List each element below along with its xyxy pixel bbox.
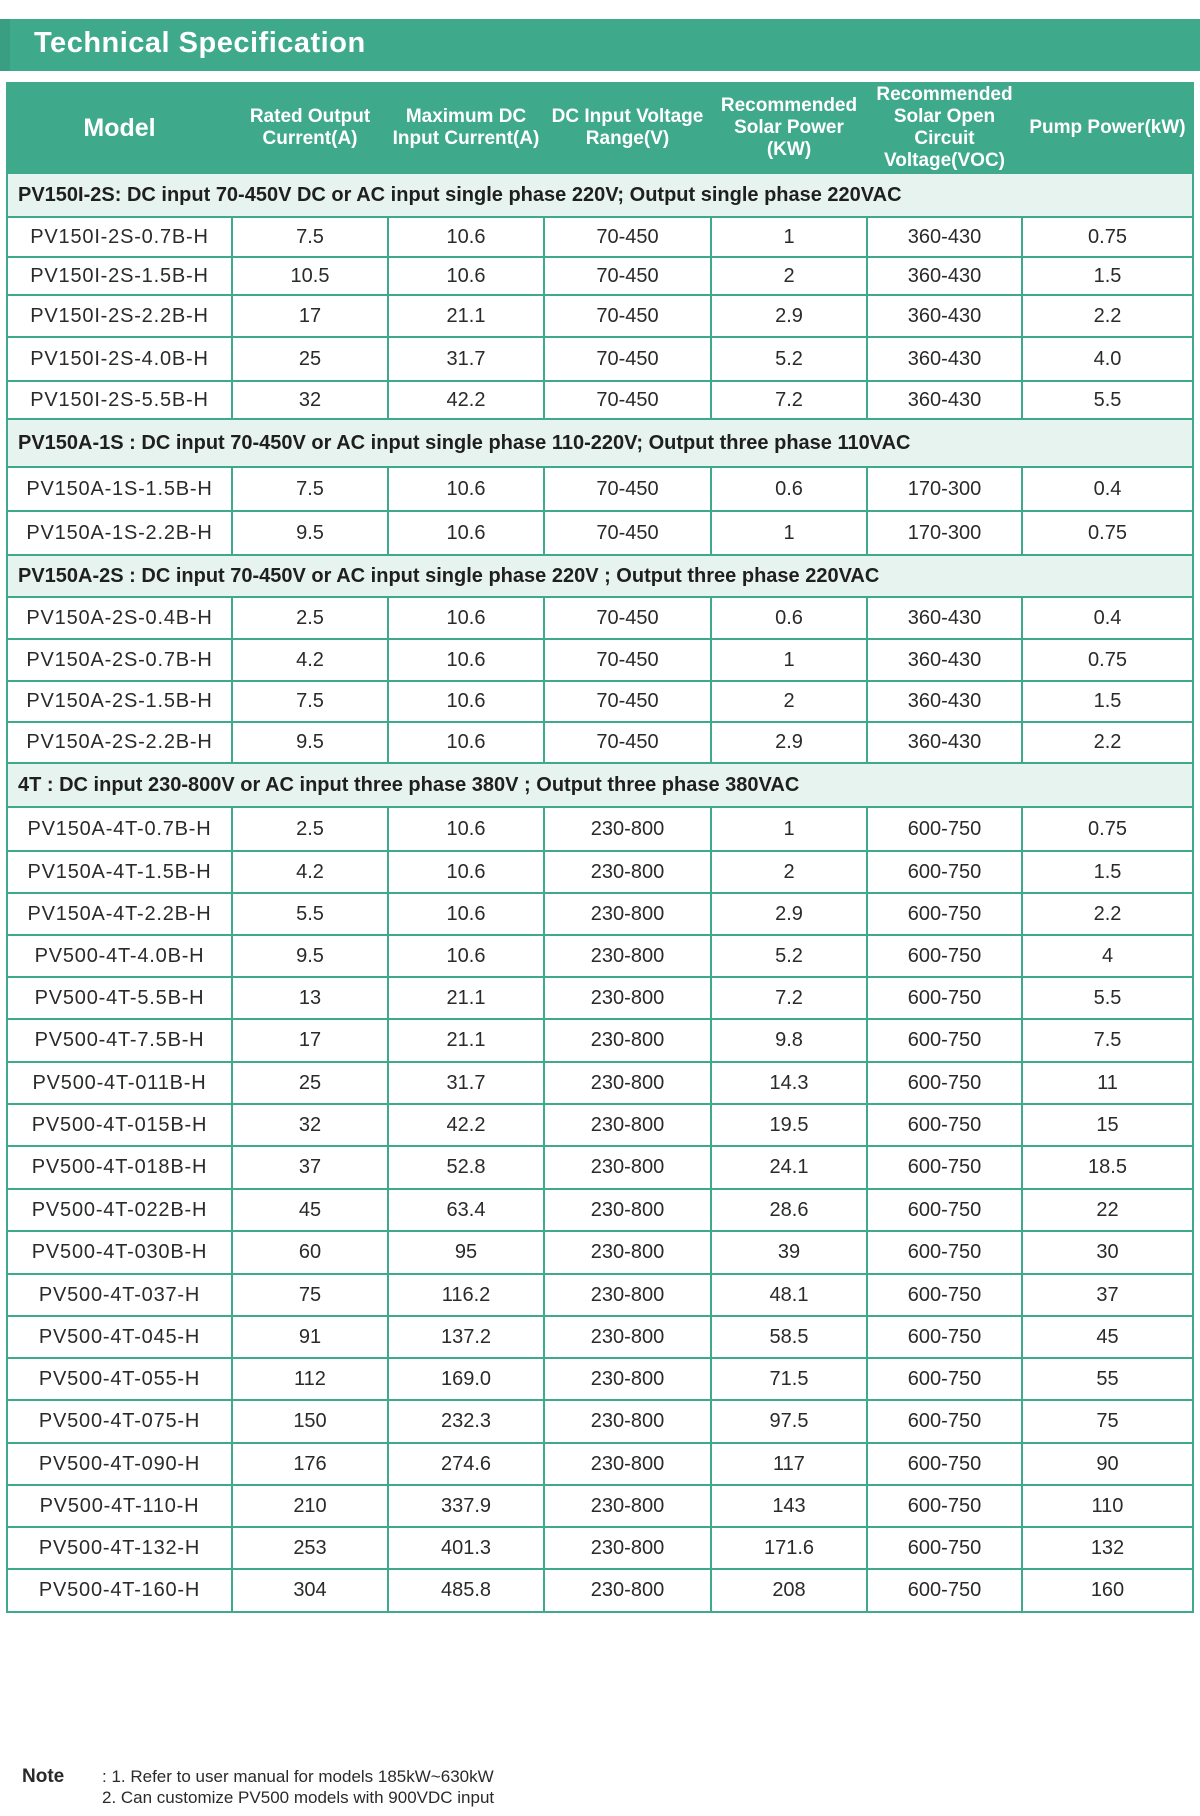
- table-row: [7, 295, 1193, 337]
- cell-max-dc-input-current: 42.2: [388, 381, 544, 419]
- cell-dc-input-voltage-range: 230-800: [544, 893, 711, 935]
- cell-rated-output-current: 9.5: [232, 722, 388, 763]
- cell-recommended-solar-power: 2.9: [711, 893, 867, 935]
- cell-recommended-solar-power: 1: [711, 217, 867, 257]
- cell-max-dc-input-current: 10.6: [388, 257, 544, 295]
- cell-dc-input-voltage-range: 70-450: [544, 511, 711, 555]
- cell-dc-input-voltage-range: 70-450: [544, 722, 711, 763]
- cell-dc-input-voltage-range: 230-800: [544, 1358, 711, 1400]
- table-row: [7, 1231, 1193, 1274]
- cell-recommended-voc: 600-750: [867, 935, 1022, 977]
- cell-max-dc-input-current: 10.6: [388, 722, 544, 763]
- cell-max-dc-input-current: 485.8: [388, 1569, 544, 1612]
- cell-pump-power: 4: [1022, 935, 1193, 977]
- table-row: [7, 722, 1193, 763]
- table-row: [7, 807, 1193, 851]
- cell-model: PV150I-2S-2.2B-H: [7, 295, 232, 337]
- cell-rated-output-current: 4.2: [232, 639, 388, 681]
- cell-dc-input-voltage-range: 230-800: [544, 1316, 711, 1358]
- cell-max-dc-input-current: 232.3: [388, 1400, 544, 1443]
- table-row: [7, 511, 1193, 555]
- cell-model: PV500-4T-045-H: [7, 1316, 232, 1358]
- cell-max-dc-input-current: 337.9: [388, 1485, 544, 1527]
- cell-pump-power: 11: [1022, 1062, 1193, 1104]
- cell-max-dc-input-current: 10.6: [388, 681, 544, 722]
- cell-dc-input-voltage-range: 70-450: [544, 295, 711, 337]
- cell-pump-power: 75: [1022, 1400, 1193, 1443]
- cell-model: PV500-4T-132-H: [7, 1527, 232, 1569]
- cell-recommended-voc: 600-750: [867, 851, 1022, 893]
- cell-rated-output-current: 75: [232, 1274, 388, 1316]
- cell-pump-power: 18.5: [1022, 1146, 1193, 1189]
- cell-recommended-voc: 600-750: [867, 1358, 1022, 1400]
- cell-rated-output-current: 60: [232, 1231, 388, 1274]
- col-header-dc-input-voltage-range: DC Input Voltage Range(V): [544, 83, 711, 173]
- cell-recommended-voc: 600-750: [867, 1062, 1022, 1104]
- cell-rated-output-current: 10.5: [232, 257, 388, 295]
- cell-recommended-voc: 600-750: [867, 1274, 1022, 1316]
- cell-rated-output-current: 304: [232, 1569, 388, 1612]
- cell-recommended-solar-power: 1: [711, 511, 867, 555]
- cell-model: PV150A-2S-1.5B-H: [7, 681, 232, 722]
- col-header-model: Model: [7, 83, 232, 173]
- cell-recommended-voc: 600-750: [867, 1231, 1022, 1274]
- cell-dc-input-voltage-range: 70-450: [544, 639, 711, 681]
- cell-rated-output-current: 9.5: [232, 511, 388, 555]
- cell-recommended-voc: 360-430: [867, 337, 1022, 381]
- cell-recommended-solar-power: 171.6: [711, 1527, 867, 1569]
- cell-rated-output-current: 25: [232, 1062, 388, 1104]
- section-heading-row: [7, 419, 1193, 467]
- table-row: [7, 851, 1193, 893]
- cell-rated-output-current: 91: [232, 1316, 388, 1358]
- cell-max-dc-input-current: 10.6: [388, 807, 544, 851]
- cell-recommended-solar-power: 24.1: [711, 1146, 867, 1189]
- cell-recommended-solar-power: 2: [711, 851, 867, 893]
- cell-recommended-voc: 170-300: [867, 511, 1022, 555]
- cell-recommended-voc: 600-750: [867, 1019, 1022, 1062]
- table-row: [7, 1358, 1193, 1400]
- cell-pump-power: 0.4: [1022, 597, 1193, 639]
- cell-rated-output-current: 37: [232, 1146, 388, 1189]
- cell-recommended-solar-power: 7.2: [711, 381, 867, 419]
- cell-model: PV500-4T-015B-H: [7, 1104, 232, 1146]
- table-row: [7, 977, 1193, 1019]
- cell-model: PV500-4T-4.0B-H: [7, 935, 232, 977]
- cell-rated-output-current: 112: [232, 1358, 388, 1400]
- cell-model: PV500-4T-7.5B-H: [7, 1019, 232, 1062]
- cell-recommended-voc: 600-750: [867, 1485, 1022, 1527]
- cell-recommended-voc: 360-430: [867, 257, 1022, 295]
- section-heading: PV150A-1S : DC input 70-450V or AC input single phase 110-220V; Output three phase 110VAC: [7, 419, 1193, 467]
- cell-pump-power: 110: [1022, 1485, 1193, 1527]
- col-header-max-dc-input-current: Maximum DC Input Current(A): [388, 83, 544, 173]
- cell-dc-input-voltage-range: 230-800: [544, 977, 711, 1019]
- cell-recommended-solar-power: 208: [711, 1569, 867, 1612]
- cell-model: PV150I-2S-4.0B-H: [7, 337, 232, 381]
- cell-pump-power: 2.2: [1022, 722, 1193, 763]
- cell-max-dc-input-current: 274.6: [388, 1443, 544, 1485]
- cell-recommended-solar-power: 0.6: [711, 597, 867, 639]
- cell-rated-output-current: 253: [232, 1527, 388, 1569]
- cell-recommended-solar-power: 48.1: [711, 1274, 867, 1316]
- cell-model: PV500-4T-5.5B-H: [7, 977, 232, 1019]
- cell-rated-output-current: 210: [232, 1485, 388, 1527]
- cell-model: PV500-4T-037-H: [7, 1274, 232, 1316]
- cell-dc-input-voltage-range: 230-800: [544, 1062, 711, 1104]
- section-heading: PV150A-2S : DC input 70-450V or AC input single phase 220V ; Output three phase 220VAC: [7, 555, 1193, 597]
- cell-recommended-solar-power: 39: [711, 1231, 867, 1274]
- cell-model: PV150A-1S-2.2B-H: [7, 511, 232, 555]
- table-row: [7, 1104, 1193, 1146]
- table-row: [7, 1485, 1193, 1527]
- cell-max-dc-input-current: 10.6: [388, 217, 544, 257]
- col-header-recommended-solar-power: Recommended Solar Power (KW): [711, 83, 867, 173]
- cell-pump-power: 55: [1022, 1358, 1193, 1400]
- cell-model: PV500-4T-022B-H: [7, 1189, 232, 1231]
- col-header-pump-power: Pump Power(kW): [1022, 83, 1193, 173]
- cell-dc-input-voltage-range: 230-800: [544, 1189, 711, 1231]
- cell-dc-input-voltage-range: 70-450: [544, 337, 711, 381]
- cell-pump-power: 7.5: [1022, 1019, 1193, 1062]
- cell-rated-output-current: 176: [232, 1443, 388, 1485]
- cell-pump-power: 15: [1022, 1104, 1193, 1146]
- cell-rated-output-current: 7.5: [232, 217, 388, 257]
- cell-recommended-solar-power: 5.2: [711, 337, 867, 381]
- note-line-1: : 1. Refer to user manual for models 185kW~630kW: [102, 1767, 494, 1786]
- section-heading: 4T : DC input 230-800V or AC input three phase 380V ; Output three phase 380VAC: [7, 763, 1193, 807]
- cell-pump-power: 0.75: [1022, 217, 1193, 257]
- cell-recommended-solar-power: 1: [711, 639, 867, 681]
- cell-rated-output-current: 150: [232, 1400, 388, 1443]
- cell-pump-power: 22: [1022, 1189, 1193, 1231]
- cell-recommended-voc: 600-750: [867, 1104, 1022, 1146]
- table-row: [7, 1569, 1193, 1612]
- cell-max-dc-input-current: 42.2: [388, 1104, 544, 1146]
- spec-table: [6, 82, 1194, 1613]
- cell-dc-input-voltage-range: 230-800: [544, 807, 711, 851]
- table-row: [7, 217, 1193, 257]
- cell-recommended-voc: 360-430: [867, 681, 1022, 722]
- cell-max-dc-input-current: 10.6: [388, 467, 544, 511]
- cell-model: PV150A-2S-2.2B-H: [7, 722, 232, 763]
- cell-max-dc-input-current: 63.4: [388, 1189, 544, 1231]
- table-row: [7, 467, 1193, 511]
- cell-pump-power: 1.5: [1022, 851, 1193, 893]
- table-row: [7, 1443, 1193, 1485]
- cell-model: PV150A-2S-0.7B-H: [7, 639, 232, 681]
- cell-rated-output-current: 7.5: [232, 681, 388, 722]
- cell-model: PV500-4T-018B-H: [7, 1146, 232, 1189]
- cell-recommended-solar-power: 97.5: [711, 1400, 867, 1443]
- cell-max-dc-input-current: 401.3: [388, 1527, 544, 1569]
- cell-recommended-solar-power: 71.5: [711, 1358, 867, 1400]
- cell-model: PV150I-2S-0.7B-H: [7, 217, 232, 257]
- cell-recommended-voc: 360-430: [867, 639, 1022, 681]
- cell-recommended-voc: 600-750: [867, 807, 1022, 851]
- page-title: Technical Specification: [34, 27, 366, 59]
- cell-dc-input-voltage-range: 230-800: [544, 851, 711, 893]
- cell-pump-power: 90: [1022, 1443, 1193, 1485]
- cell-max-dc-input-current: 169.0: [388, 1358, 544, 1400]
- table-row: [7, 381, 1193, 419]
- cell-model: PV150A-4T-0.7B-H: [7, 807, 232, 851]
- cell-dc-input-voltage-range: 230-800: [544, 1019, 711, 1062]
- cell-dc-input-voltage-range: 70-450: [544, 257, 711, 295]
- cell-rated-output-current: 4.2: [232, 851, 388, 893]
- cell-model: PV150A-4T-1.5B-H: [7, 851, 232, 893]
- cell-model: PV500-4T-011B-H: [7, 1062, 232, 1104]
- cell-recommended-voc: 360-430: [867, 295, 1022, 337]
- cell-max-dc-input-current: 10.6: [388, 893, 544, 935]
- cell-recommended-voc: 600-750: [867, 1400, 1022, 1443]
- cell-pump-power: 37: [1022, 1274, 1193, 1316]
- cell-recommended-voc: 600-750: [867, 1146, 1022, 1189]
- cell-recommended-voc: 360-430: [867, 381, 1022, 419]
- cell-recommended-voc: 360-430: [867, 597, 1022, 639]
- cell-max-dc-input-current: 137.2: [388, 1316, 544, 1358]
- cell-model: PV150I-2S-5.5B-H: [7, 381, 232, 419]
- cell-max-dc-input-current: 21.1: [388, 977, 544, 1019]
- cell-recommended-voc: 600-750: [867, 1189, 1022, 1231]
- cell-pump-power: 160: [1022, 1569, 1193, 1612]
- cell-dc-input-voltage-range: 70-450: [544, 467, 711, 511]
- cell-max-dc-input-current: 21.1: [388, 295, 544, 337]
- note-label: Note: [22, 1766, 65, 1787]
- cell-recommended-voc: 170-300: [867, 467, 1022, 511]
- cell-dc-input-voltage-range: 230-800: [544, 1443, 711, 1485]
- cell-recommended-solar-power: 14.3: [711, 1062, 867, 1104]
- cell-dc-input-voltage-range: 230-800: [544, 1569, 711, 1612]
- table-row: [7, 1019, 1193, 1062]
- cell-rated-output-current: 32: [232, 381, 388, 419]
- cell-model: PV150I-2S-1.5B-H: [7, 257, 232, 295]
- cell-recommended-solar-power: 143: [711, 1485, 867, 1527]
- cell-recommended-solar-power: 9.8: [711, 1019, 867, 1062]
- table-row: [7, 257, 1193, 295]
- col-header-recommended-voc: Recommended Solar Open Circuit Voltage(VOC): [867, 83, 1022, 173]
- cell-recommended-voc: 600-750: [867, 1443, 1022, 1485]
- cell-rated-output-current: 32: [232, 1104, 388, 1146]
- cell-recommended-solar-power: 2.9: [711, 295, 867, 337]
- cell-model: PV500-4T-075-H: [7, 1400, 232, 1443]
- cell-max-dc-input-current: 31.7: [388, 337, 544, 381]
- cell-rated-output-current: 2.5: [232, 597, 388, 639]
- cell-rated-output-current: 17: [232, 1019, 388, 1062]
- col-header-rated-output-current: Rated Output Current(A): [232, 83, 388, 173]
- cell-max-dc-input-current: 95: [388, 1231, 544, 1274]
- cell-max-dc-input-current: 10.6: [388, 639, 544, 681]
- banner-accent: [0, 19, 10, 71]
- cell-max-dc-input-current: 10.6: [388, 851, 544, 893]
- cell-max-dc-input-current: 10.6: [388, 935, 544, 977]
- cell-pump-power: 1.5: [1022, 681, 1193, 722]
- cell-max-dc-input-current: 116.2: [388, 1274, 544, 1316]
- cell-rated-output-current: 5.5: [232, 893, 388, 935]
- cell-rated-output-current: 9.5: [232, 935, 388, 977]
- note-line-2: 2. Can customize PV500 models with 900VDC input: [102, 1788, 495, 1807]
- cell-model: PV500-4T-055-H: [7, 1358, 232, 1400]
- table-row: [7, 935, 1193, 977]
- cell-pump-power: 45: [1022, 1316, 1193, 1358]
- cell-dc-input-voltage-range: 230-800: [544, 1274, 711, 1316]
- cell-dc-input-voltage-range: 70-450: [544, 681, 711, 722]
- cell-dc-input-voltage-range: 70-450: [544, 381, 711, 419]
- cell-recommended-solar-power: 58.5: [711, 1316, 867, 1358]
- cell-rated-output-current: 45: [232, 1189, 388, 1231]
- cell-recommended-solar-power: 2: [711, 681, 867, 722]
- cell-recommended-voc: 600-750: [867, 1527, 1022, 1569]
- cell-recommended-voc: 600-750: [867, 1316, 1022, 1358]
- cell-pump-power: 0.75: [1022, 511, 1193, 555]
- cell-pump-power: 132: [1022, 1527, 1193, 1569]
- table-row: [7, 893, 1193, 935]
- cell-pump-power: 30: [1022, 1231, 1193, 1274]
- cell-dc-input-voltage-range: 70-450: [544, 217, 711, 257]
- cell-model: PV500-4T-110-H: [7, 1485, 232, 1527]
- cell-pump-power: 2.2: [1022, 295, 1193, 337]
- cell-dc-input-voltage-range: 230-800: [544, 1231, 711, 1274]
- title-banner: [0, 19, 1200, 71]
- cell-dc-input-voltage-range: 70-450: [544, 597, 711, 639]
- header-row: [7, 83, 1193, 173]
- cell-dc-input-voltage-range: 230-800: [544, 935, 711, 977]
- cell-recommended-voc: 360-430: [867, 722, 1022, 763]
- section-heading-row: [7, 763, 1193, 807]
- cell-recommended-solar-power: 1: [711, 807, 867, 851]
- cell-dc-input-voltage-range: 230-800: [544, 1527, 711, 1569]
- cell-rated-output-current: 13: [232, 977, 388, 1019]
- cell-rated-output-current: 17: [232, 295, 388, 337]
- cell-rated-output-current: 2.5: [232, 807, 388, 851]
- cell-recommended-solar-power: 117: [711, 1443, 867, 1485]
- cell-dc-input-voltage-range: 230-800: [544, 1400, 711, 1443]
- table-row: [7, 1527, 1193, 1569]
- cell-model: PV150A-2S-0.4B-H: [7, 597, 232, 639]
- cell-model: PV150A-1S-1.5B-H: [7, 467, 232, 511]
- section-heading-row: [7, 173, 1193, 217]
- cell-pump-power: 0.75: [1022, 639, 1193, 681]
- cell-rated-output-current: 25: [232, 337, 388, 381]
- cell-recommended-voc: 600-750: [867, 1569, 1022, 1612]
- cell-max-dc-input-current: 10.6: [388, 511, 544, 555]
- cell-recommended-voc: 600-750: [867, 977, 1022, 1019]
- table-row: [7, 597, 1193, 639]
- cell-dc-input-voltage-range: 230-800: [544, 1104, 711, 1146]
- cell-recommended-solar-power: 2.9: [711, 722, 867, 763]
- spec-table-body: [7, 173, 1193, 1612]
- cell-max-dc-input-current: 10.6: [388, 597, 544, 639]
- cell-pump-power: 5.5: [1022, 381, 1193, 419]
- cell-recommended-solar-power: 7.2: [711, 977, 867, 1019]
- table-row: [7, 1316, 1193, 1358]
- cell-pump-power: 5.5: [1022, 977, 1193, 1019]
- cell-rated-output-current: 7.5: [232, 467, 388, 511]
- cell-recommended-solar-power: 0.6: [711, 467, 867, 511]
- table-row: [7, 337, 1193, 381]
- footnote: [22, 1766, 495, 1807]
- cell-max-dc-input-current: 31.7: [388, 1062, 544, 1104]
- table-row: [7, 1146, 1193, 1189]
- cell-dc-input-voltage-range: 230-800: [544, 1146, 711, 1189]
- cell-recommended-solar-power: 5.2: [711, 935, 867, 977]
- table-row: [7, 1274, 1193, 1316]
- section-heading: PV150I-2S: DC input 70-450V DC or AC input single phase 220V; Output single phase 220VAC: [7, 173, 1193, 217]
- cell-pump-power: 2.2: [1022, 893, 1193, 935]
- cell-model: PV500-4T-030B-H: [7, 1231, 232, 1274]
- cell-recommended-solar-power: 28.6: [711, 1189, 867, 1231]
- cell-max-dc-input-current: 21.1: [388, 1019, 544, 1062]
- cell-recommended-voc: 600-750: [867, 893, 1022, 935]
- table-row: [7, 639, 1193, 681]
- cell-recommended-solar-power: 19.5: [711, 1104, 867, 1146]
- cell-max-dc-input-current: 52.8: [388, 1146, 544, 1189]
- table-row: [7, 1062, 1193, 1104]
- table-row: [7, 681, 1193, 722]
- cell-dc-input-voltage-range: 230-800: [544, 1485, 711, 1527]
- cell-model: PV500-4T-160-H: [7, 1569, 232, 1612]
- cell-recommended-voc: 360-430: [867, 217, 1022, 257]
- cell-recommended-solar-power: 2: [711, 257, 867, 295]
- cell-pump-power: 1.5: [1022, 257, 1193, 295]
- cell-model: PV500-4T-090-H: [7, 1443, 232, 1485]
- cell-pump-power: 0.75: [1022, 807, 1193, 851]
- cell-model: PV150A-4T-2.2B-H: [7, 893, 232, 935]
- table-row: [7, 1400, 1193, 1443]
- cell-pump-power: 0.4: [1022, 467, 1193, 511]
- cell-pump-power: 4.0: [1022, 337, 1193, 381]
- section-heading-row: [7, 555, 1193, 597]
- table-row: [7, 1189, 1193, 1231]
